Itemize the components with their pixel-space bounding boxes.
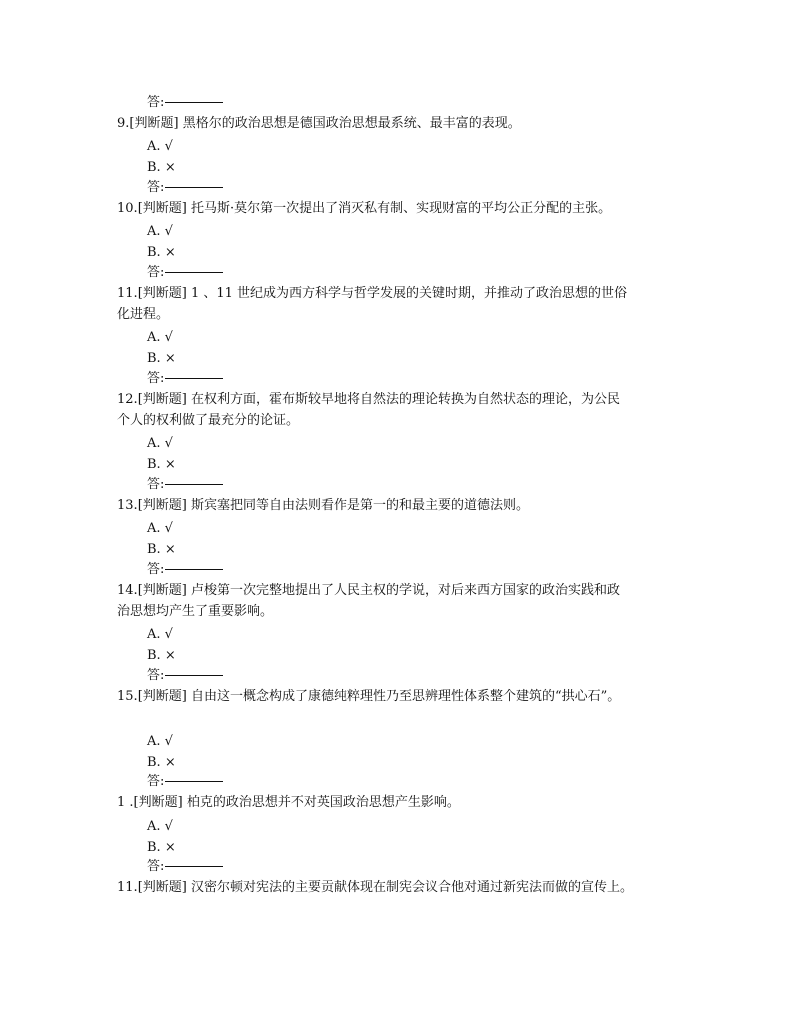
answer-label: 答: [147, 774, 165, 789]
question-1 [117, 795, 460, 811]
option-a: A. √ [147, 139, 173, 154]
question-type-tag: [判断题] [137, 286, 187, 301]
question-text: 柏克的政治思想并不对英国政治思想产生影响。 [186, 795, 460, 810]
answer-line [147, 180, 223, 196]
answer-line [147, 95, 223, 111]
question-text-continuation: 个人的权利做了最充分的论证。 [117, 413, 300, 428]
option-a: A. √ [147, 521, 173, 536]
option-a: A. √ [147, 224, 173, 239]
question-type-tag: [判断题] [137, 498, 187, 513]
option-b: B. × [147, 840, 176, 855]
question-text-continuation: 化进程。 [117, 307, 170, 322]
question-text: 自由这一概念构成了康德纯粹理性乃至思辨理性体系整个建筑的“拱心石”。 [190, 689, 621, 704]
question-number: 15. [117, 689, 138, 704]
answer-blank [165, 675, 223, 676]
answer-line [147, 774, 223, 790]
question-number: 13. [117, 498, 138, 513]
question-text-continuation: 治思想均产生了重要影响。 [117, 604, 274, 619]
answer-blank [165, 484, 223, 485]
option-b: B. × [147, 245, 176, 260]
question-number: 12. [117, 392, 138, 407]
option-a: A. √ [147, 627, 173, 642]
answer-blank [165, 187, 223, 188]
question-9 [117, 116, 521, 132]
option-a: A. √ [147, 734, 173, 749]
question-type-tag: [判断题] [137, 880, 187, 895]
answer-blank [165, 272, 223, 273]
question-type-tag: [判断题] [129, 116, 179, 131]
question-text: 黑格尔的政治思想是德国政治思想最系统、最丰富的表现。 [182, 116, 521, 131]
option-b: B. × [147, 351, 176, 366]
question-type-tag: [判断题] [137, 689, 187, 704]
answer-line [147, 859, 223, 875]
answer-blank [165, 569, 223, 570]
option-b: B. × [147, 457, 176, 472]
question-text: 卢梭第一次完整地提出了人民主权的学说，对后来西方国家的政治实践和政 [190, 583, 620, 598]
option-b: B. × [147, 648, 176, 663]
question-14 [117, 583, 620, 599]
option-b: B. × [147, 160, 176, 175]
answer-label: 答: [147, 265, 165, 280]
answer-label: 答: [147, 562, 165, 577]
question-15 [117, 689, 620, 705]
question-number: 11. [117, 286, 138, 301]
question-type-tag: [判断题] [133, 795, 183, 810]
question-text: 1 、11 世纪成为西方科学与哲学发展的关键时期，并推动了政治思想的世俗 [190, 286, 628, 301]
answer-blank [165, 781, 223, 782]
question-type-tag: [判断题] [137, 583, 187, 598]
answer-line [147, 371, 223, 387]
answer-label: 答: [147, 668, 165, 683]
question-text: 汉密尔顿对宪法的主要贡献体现在制宪会议合他对通过新宪法而做的宣传上。 [190, 880, 633, 895]
question-type-tag: [判断题] [137, 392, 187, 407]
option-a: A. √ [147, 436, 173, 451]
question-number: 10. [117, 201, 138, 216]
question-13 [117, 498, 529, 514]
option-b: B. × [147, 755, 176, 770]
question-10 [117, 201, 611, 217]
answer-blank [165, 866, 223, 867]
question-number: 11. [117, 880, 138, 895]
question-number: 1 . [117, 795, 134, 810]
option-a: A. √ [147, 819, 173, 834]
answer-blank [165, 102, 223, 103]
question-type-tag: [判断题] [137, 201, 187, 216]
answer-label: 答: [147, 859, 165, 874]
question-11 [117, 286, 627, 302]
question-12 [117, 392, 620, 408]
question-number: 9. [117, 116, 130, 131]
question-text: 在权利方面，霍布斯较早地将自然法的理论转换为自然状态的理论，为公民 [190, 392, 620, 407]
answer-label: 答: [147, 371, 165, 386]
answer-label: 答: [147, 95, 165, 110]
answer-line [147, 668, 223, 684]
answer-line [147, 562, 223, 578]
answer-label: 答: [147, 180, 165, 195]
answer-line [147, 477, 223, 493]
question-number: 14. [117, 583, 138, 598]
question-text: 斯宾塞把同等自由法则看作是第一的和最主要的道德法则。 [190, 498, 529, 513]
answer-line [147, 265, 223, 281]
question-text: 托马斯·莫尔第一次提出了消灭私有制、实现财富的平均公正分配的主张。 [190, 201, 612, 216]
option-a: A. √ [147, 330, 173, 345]
question-11-b [117, 880, 633, 896]
option-b: B. × [147, 542, 176, 557]
answer-blank [165, 378, 223, 379]
answer-label: 答: [147, 477, 165, 492]
